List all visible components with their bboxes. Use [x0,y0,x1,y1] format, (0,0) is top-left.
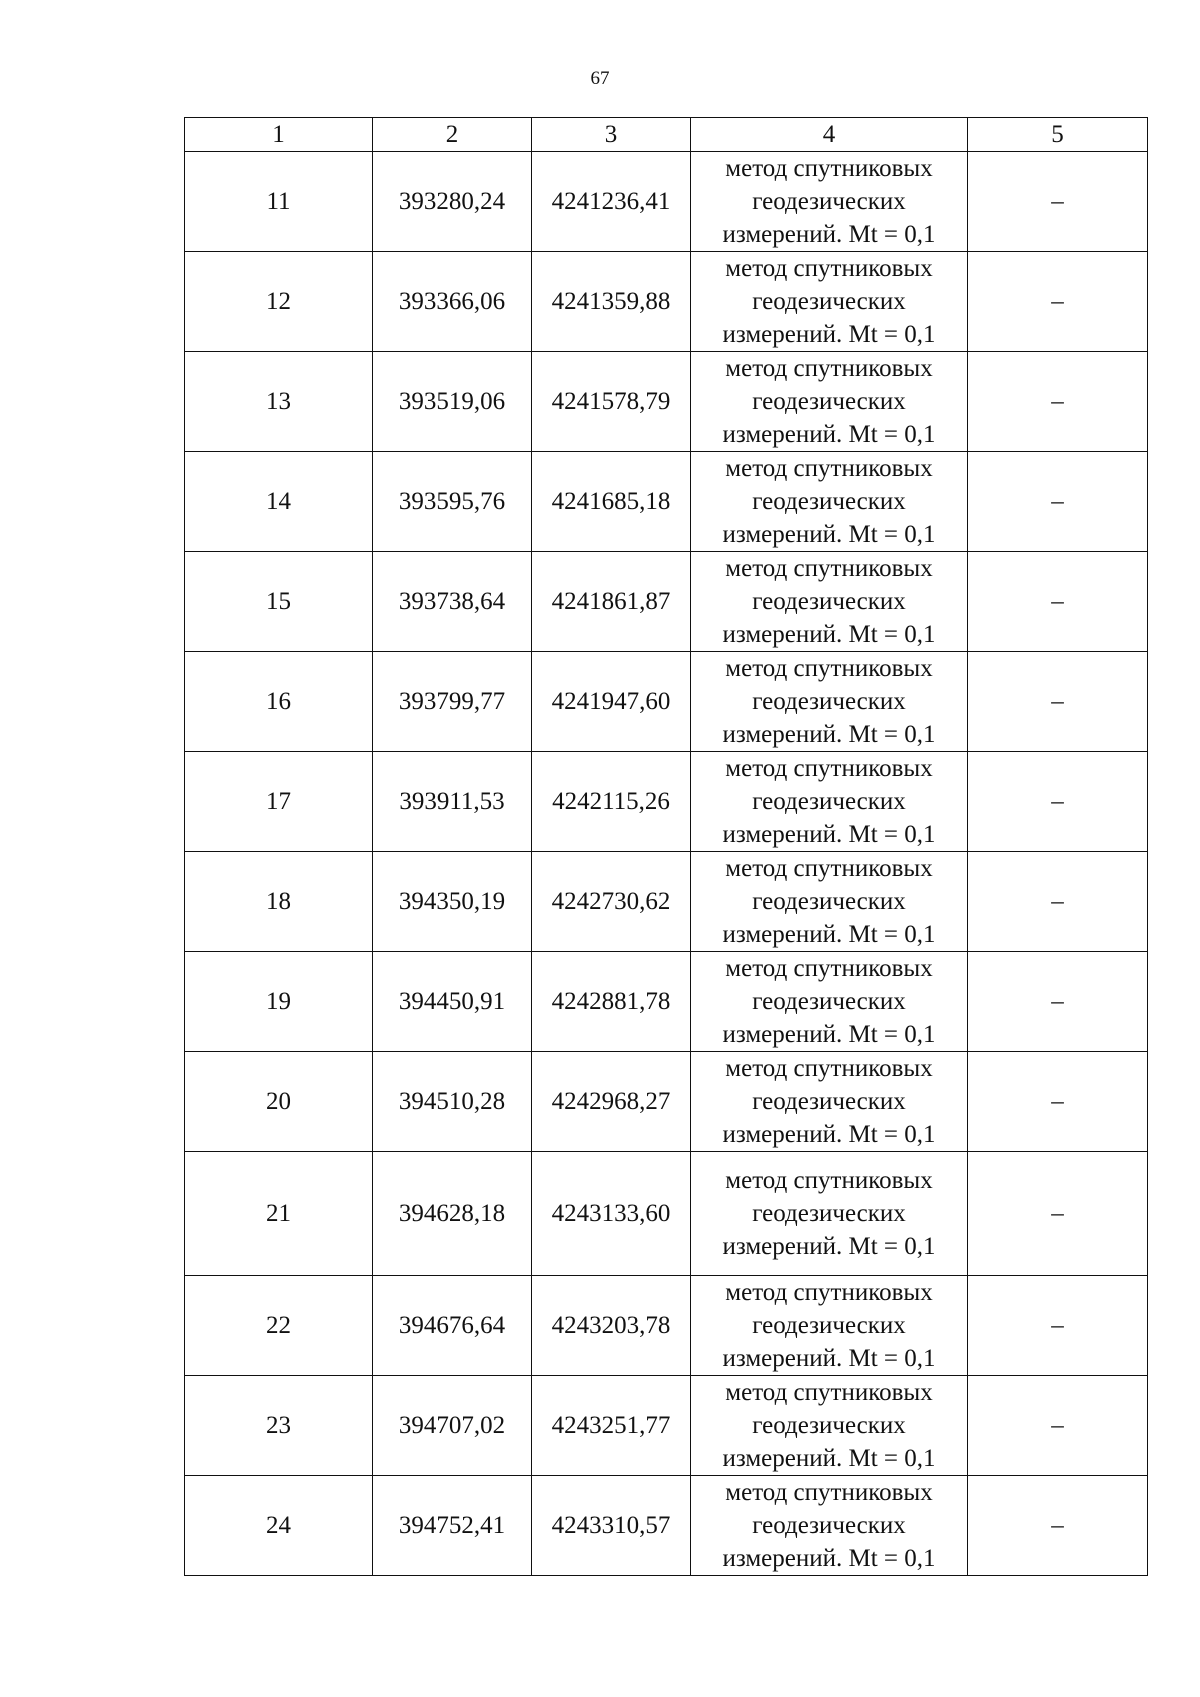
method-text-line: измерений. Mt = 0,1 [722,621,936,648]
note-cell: – [968,1376,1148,1476]
header-col-1: 1 [185,118,373,152]
x-coordinate-cell: 394752,41 [373,1476,532,1576]
table-body [185,152,1148,1576]
method-cell [691,952,968,1052]
method-text-line: метод спутниковых [725,755,933,782]
y-coordinate-cell: 4243310,57 [532,1476,691,1576]
point-number-cell: 18 [185,852,373,952]
method-cell [691,452,968,552]
note-cell: – [968,252,1148,352]
point-number-cell: 23 [185,1376,373,1476]
method-cell [691,652,968,752]
method-cell [691,1152,968,1276]
method-text-line: метод спутниковых [725,255,933,282]
table-row [185,952,1148,1052]
table-row [185,452,1148,552]
x-coordinate-cell: 393911,53 [373,752,532,852]
method-cell [691,1052,968,1152]
point-number-cell: 14 [185,452,373,552]
x-coordinate-cell: 394628,18 [373,1152,532,1276]
method-text-line: измерений. Mt = 0,1 [722,1445,936,1472]
point-number-cell: 20 [185,1052,373,1152]
y-coordinate-cell: 4241359,88 [532,252,691,352]
x-coordinate-cell: 394510,28 [373,1052,532,1152]
method-text-line: геодезических [752,188,906,215]
point-number-cell: 15 [185,552,373,652]
method-text-line: метод спутниковых [725,555,933,582]
method-text-line: измерений. Mt = 0,1 [722,1121,936,1148]
method-text-line: геодезических [752,1412,906,1439]
point-number-cell: 16 [185,652,373,752]
y-coordinate-cell: 4242115,26 [532,752,691,852]
point-number-cell: 11 [185,152,373,252]
method-text-line: метод спутниковых [725,455,933,482]
table-header-row [185,118,1148,152]
method-text-line: измерений. Mt = 0,1 [722,1545,936,1572]
method-text-line: метод спутниковых [725,155,933,182]
method-text-line: геодезических [752,888,906,915]
method-text-line: измерений. Mt = 0,1 [722,721,936,748]
note-cell: – [968,652,1148,752]
method-text-line: геодезических [752,988,906,1015]
y-coordinate-cell: 4243203,78 [532,1276,691,1376]
method-text-line: геодезических [752,1088,906,1115]
note-cell: – [968,952,1148,1052]
method-text-line: метод спутниковых [725,1279,933,1306]
note-cell: – [968,1152,1148,1276]
method-text-line: геодезических [752,1512,906,1539]
table-row [185,1476,1148,1576]
method-text-line: метод спутниковых [725,1167,933,1194]
note-cell: – [968,1276,1148,1376]
table-row [185,1052,1148,1152]
y-coordinate-cell: 4241947,60 [532,652,691,752]
method-cell [691,852,968,952]
table-row [185,652,1148,752]
header-col-2: 2 [373,118,532,152]
table-row [185,152,1148,252]
note-cell: – [968,352,1148,452]
point-number-cell: 13 [185,352,373,452]
x-coordinate-cell: 393738,64 [373,552,532,652]
method-text-line: метод спутниковых [725,1479,933,1506]
method-text-line: измерений. Mt = 0,1 [722,1021,936,1048]
point-number-cell: 22 [185,1276,373,1376]
method-text-line: метод спутниковых [725,1055,933,1082]
method-text-line: метод спутниковых [725,955,933,982]
x-coordinate-cell: 394707,02 [373,1376,532,1476]
method-text-line: измерений. Mt = 0,1 [722,1233,936,1260]
method-text-line: измерений. Mt = 0,1 [722,1345,936,1372]
point-number-cell: 19 [185,952,373,1052]
method-text-line: геодезических [752,488,906,515]
note-cell: – [968,552,1148,652]
x-coordinate-cell: 394676,64 [373,1276,532,1376]
y-coordinate-cell: 4241685,18 [532,452,691,552]
note-cell: – [968,752,1148,852]
y-coordinate-cell: 4243133,60 [532,1152,691,1276]
method-cell [691,252,968,352]
x-coordinate-cell: 393799,77 [373,652,532,752]
point-number-cell: 12 [185,252,373,352]
table-row [185,1376,1148,1476]
point-number-cell: 24 [185,1476,373,1576]
method-cell [691,1376,968,1476]
x-coordinate-cell: 393280,24 [373,152,532,252]
page-number: 67 [590,68,610,89]
method-text-line: геодезических [752,788,906,815]
method-text-line: геодезических [752,388,906,415]
header-col-4: 4 [691,118,968,152]
method-text-line: измерений. Mt = 0,1 [722,921,936,948]
header-col-3: 3 [532,118,691,152]
table-row [185,352,1148,452]
method-text-line: измерений. Mt = 0,1 [722,321,936,348]
table-row [185,1152,1148,1276]
method-text-line: измерений. Mt = 0,1 [722,521,936,548]
x-coordinate-cell: 394450,91 [373,952,532,1052]
x-coordinate-cell: 393519,06 [373,352,532,452]
y-coordinate-cell: 4241236,41 [532,152,691,252]
note-cell: – [968,1052,1148,1152]
method-cell [691,1276,968,1376]
method-text-line: измерений. Mt = 0,1 [722,221,936,248]
table-row [185,1276,1148,1376]
table-row [185,752,1148,852]
point-number-cell: 21 [185,1152,373,1276]
method-text-line: геодезических [752,688,906,715]
header-col-5: 5 [968,118,1148,152]
method-text-line: геодезических [752,1312,906,1339]
method-text-line: метод спутниковых [725,355,933,382]
y-coordinate-cell: 4243251,77 [532,1376,691,1476]
note-cell: – [968,452,1148,552]
table-row [185,252,1148,352]
table-row [185,552,1148,652]
x-coordinate-cell: 394350,19 [373,852,532,952]
y-coordinate-cell: 4242968,27 [532,1052,691,1152]
method-text-line: метод спутниковых [725,655,933,682]
coordinates-table [184,117,1148,1576]
point-number-cell: 17 [185,752,373,852]
x-coordinate-cell: 393366,06 [373,252,532,352]
y-coordinate-cell: 4242730,62 [532,852,691,952]
note-cell: – [968,1476,1148,1576]
method-text-line: метод спутниковых [725,855,933,882]
method-text-line: измерений. Mt = 0,1 [722,821,936,848]
method-text-line: геодезических [752,1200,906,1227]
method-text-line: геодезических [752,588,906,615]
y-coordinate-cell: 4241578,79 [532,352,691,452]
method-cell [691,152,968,252]
method-cell [691,1476,968,1576]
note-cell: – [968,152,1148,252]
method-cell [691,552,968,652]
table-row [185,852,1148,952]
note-cell: – [968,852,1148,952]
y-coordinate-cell: 4242881,78 [532,952,691,1052]
x-coordinate-cell: 393595,76 [373,452,532,552]
method-cell [691,752,968,852]
method-text-line: геодезических [752,288,906,315]
y-coordinate-cell: 4241861,87 [532,552,691,652]
method-cell [691,352,968,452]
method-text-line: метод спутниковых [725,1379,933,1406]
method-text-line: измерений. Mt = 0,1 [722,421,936,448]
